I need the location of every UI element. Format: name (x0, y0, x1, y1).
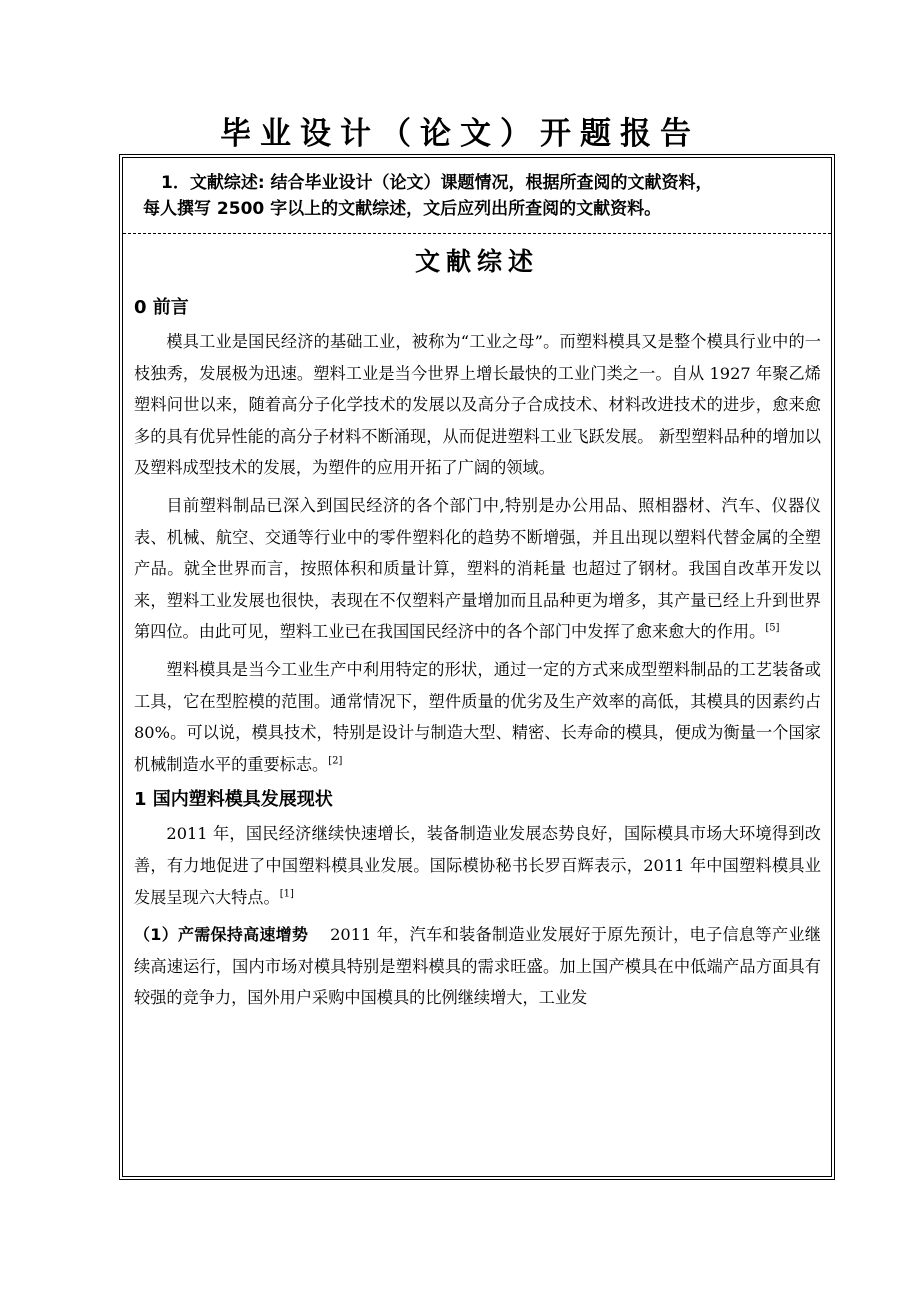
paragraph-text: 目前塑料制品已深入到国民经济的各个部门中,特别是办公用品、照相器材、汽车、仪器仪表、机械、航空、交通等行业中的零件塑料化的趋势不断增强，并且出现以塑料代替金属的全塑产品。就全世界而言，按照体积和质量计算，塑料的消耗量 也超过了钢材。我国自改革开发以来，塑料工业发展也很快，表现在不仅塑料产量增加而且品种更为增多，其产量已经上升到世界第四位。由此可见，塑料工业已在我国国民经济中的各个部门中发挥了愈来愈大的作用。 (134, 495, 821, 642)
citation-ref: [1] (279, 888, 294, 900)
paragraph (134, 490, 821, 648)
report-table (122, 157, 832, 1177)
review-title: 文献综述 (414, 247, 539, 276)
review-content (134, 294, 821, 1020)
instruction-line-2: 每人撰写 2500 字以上的文献综述，文后应列出所查阅的文献资料。 (143, 199, 662, 219)
item-label: （1）产需保持高速增势 (134, 925, 309, 945)
instruction-block (143, 170, 823, 222)
paragraph-text: 塑料模具是当今工业生产中利用特定的形状，通过一定的方式来成型塑料制品的工艺装备或工具，它在型腔模的范围。通常情况下，塑件质量的优劣及生产效率的高低，其模具的因素约占 80%。可以说，模具技术，特别是设计与制造大型、精密、长寿命的模具，便成为衡量一个国家机械制造水平的重要标志。 (134, 659, 821, 774)
paragraph (134, 326, 821, 484)
section-heading-domestic-status: 1 国内塑料模具发展现状 (134, 789, 333, 811)
paragraph-text: 2011 年，汽车和装备制造业发展好于原先预计，电子信息等产业继续高速运行，国内市场对模具特别是塑料模具的需求旺盛。加上国产模具在中低端产品方面具有较强的竞争力，国外用户采购中国模具的比例继续增大，工业发 (134, 925, 821, 1008)
section-heading-preface: 0 前言 (134, 297, 189, 318)
paragraph-text: 2011 年，国民经济继续快速增长，装备制造业发展态势良好，国际模具市场大环境得到改善，有力地促进了中国塑料模具业发展。国际模协秘书长罗百辉表示，2011 年中国塑料模具业发展呈现六大特点。 (134, 824, 821, 907)
citation-ref: [5] (765, 622, 780, 634)
paragraph-text: 模具工业是国民经济的基础工业，被称为“工业之母”。而塑料模具又是整个模具行业中的一枝独秀，发展极为迅速。塑料工业是当今世界上增长最快的工业门类之一。自从 1927 年聚乙烯塑料问世以来，随着高分子化学技术的发展以及高分子合成技术、材料改进技术的进步，愈来愈多的具有优异性能的高分子材料不断涌现，从而促进塑料工业飞跃发展。 新型塑料品种的增加以及塑料成型技术的发展，为塑件的应用开拓了广阔的领域。 (134, 332, 821, 478)
dashed-divider (123, 233, 831, 234)
paragraph-item-1 (134, 919, 821, 1014)
page-title: 毕业设计（论文）开题报告 (220, 116, 700, 152)
paragraph (134, 654, 821, 780)
paragraph (134, 818, 821, 913)
instruction-line-1: 1．文献综述: 结合毕业设计（论文）课题情况，根据所查阅的文献资料， (161, 173, 713, 193)
citation-ref: [2] (328, 755, 343, 767)
